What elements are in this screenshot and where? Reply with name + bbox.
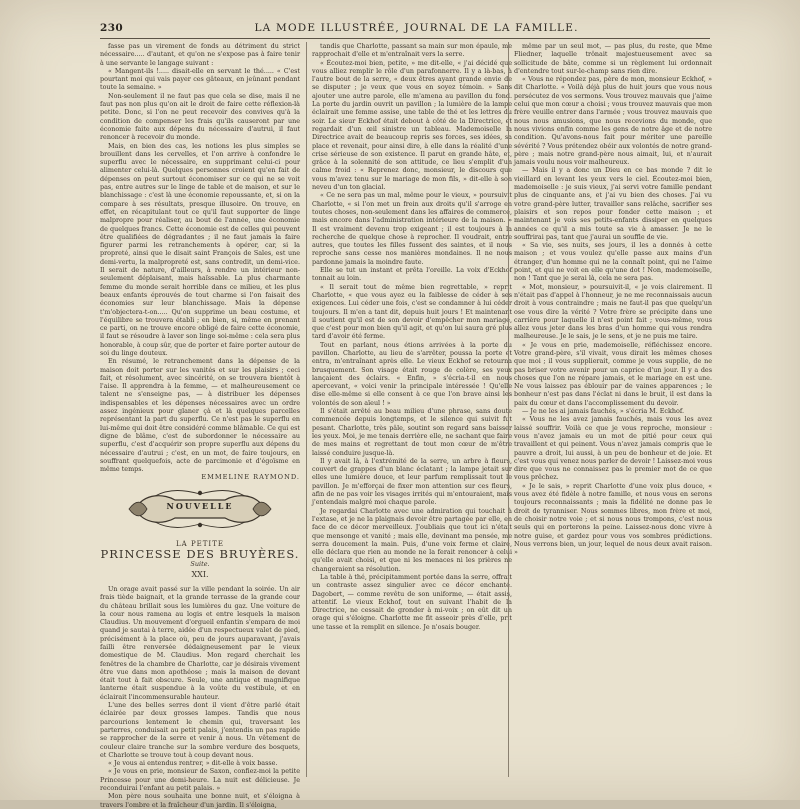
paragraph: « Sa vie, ses nuits, ses jours, il les a donnés à cette maison ; et vous voulez qu'elle passe aux mains d'un étranger, d'un homme qui ne la connaît point, qui ne l'aime point, et qui ne voit en elle qu'une dot ! Non, mademoiselle, non ! Tant que je serai là, cela ne sera pas. [514, 241, 712, 283]
paragraph: — Je ne les ai jamais fauchés, » s'écria M. Eckhof. [522, 407, 685, 416]
paragraph: même par un seul mot, — pas plus, du reste, que Mme Fliedner, laquelle trônait majestueusement avec sa sollicitude de bâte, comme si un règlement lui ordonnait d'entendre tout sur-le-champ sans rien dire. [514, 42, 712, 75]
paragraph: L'une des belles serres dont il vient d'être parlé était éclairée par deux grosses lampes. Tandis que nous parcourions lentement le chemin qui, traversant les parterres, conduisait au petit palais, j'entendis un pas rapide se rapprocher de la serre et venir à nous. Un vêtement de couleur claire tranche sur la sombre verdure des bosquets, et Charlotte se trouve tout à coup devant nous. [100, 701, 300, 759]
paragraph: Elle se tut un instant et prêta l'oreille. La voix d'Eckhof tonnait au loin. [312, 266, 512, 283]
paragraph: « Je vous en prie, monsieur de Saxon, confiez-moi la petite Princesse pour une demi-heure. La nuit est délicieuse. Je reconduirai l'enfant au petit palais. » [100, 767, 300, 793]
paragraph: Il s'était arrêté au beau milieu d'une phrase, sans doute commencée depuis longtemps, et le silence qui suivit fut pesant. Charlotte, très pâle, soutint son regard sans baisser les yeux. Moi, je me tenais derrière elle, ne sachant que faire de mes mains et regrettant de tout mon cœur de m'être laissé conduire jusque-là. [312, 407, 512, 457]
paragraph: « Écoutez-moi bien, petite, » me dit-elle, « j'ai décidé que vous alliez remplir le rôle d'un parafonnerre. Il y a là-bas, à l'autre bout de la serre, « deux êtres ayant grande envie de se disputer ; je veux que vous en soyez témoin. » Sans ajouter une autre parole, elle m'amena au pavillon du fond. La porte du jardin ouvrit un pavillon ; la lumière de la lampe éclairait une femme assise, une table de thé et les lettres du soir. Le sieur Eckhof était debout à côté de la Directrice, et regardait d'un œil sinistre un tableau. Mademoiselle la Directrice avait de beaucoup repris ses forces, ses idées, sa place et revenait, pour ainsi dire, à elle dans la réalité d'une crise sérieuse de son existence. Il parut en grande hâte, et, grâce à la solennité de son attitude, ce lieu s'emplit d'un calme froid : « Reprenez donc, monsieur, le discours que vous m'avez tenu sur le mariage de mon fils, » dit-elle à son neveu d'un ton glacial. [312, 58, 512, 192]
paragraph: « Mangent-ils !..... disait-elle en servant le thé..... « C'est pourtant moi qui vais payer ces gâteaux, en jeûnant pendant toute la semaine. » [100, 66, 300, 92]
story-heading [100, 540, 300, 579]
column-middle [312, 42, 512, 777]
story-suite: Suite. [190, 560, 210, 569]
author-signature: EMMELINE RAYMOND. [201, 473, 300, 482]
vignette-label: NOUVELLE [166, 500, 234, 511]
paragraph: « Ce ne sera pas un mal, même pour le vieux, » poursuivit Charlotte, « si l'on met un frein aux droits qu'il s'arroge en toutes choses, non-seulement dans les affaires de commerce, mais encore dans l'administration intérieure de la maison. » Il est vraiment devenu trop exigeant ; il est toujours à la recherche de quelque chose à reprocher. Il voudrait, entre autres, que toutes les filles fussent des saintes, et il nous reproche sans cesse nos manières mondaines. Il ne nous pardonne jamais la moindre faute. [312, 191, 512, 266]
column-left [100, 42, 300, 809]
paragraph: « Je vous ai entendus rentrer, » dit-elle à voix basse. [108, 759, 278, 768]
column-divider [508, 42, 509, 777]
paragraph: Il y avait là, à l'extrémité de la serre, un arbre à fleurs, couvert de grappes d'un blanc éclatant ; la lampe jetait sur elles une lumière douce, et leur parfum remplissait tout le pavillon. Je m'efforçai de fixer mon attention sur ces fleurs, afin de ne pas voir les visages irrités qui m'entouraient, mais j'entendais malgré moi chaque parole. [312, 456, 512, 507]
story-chapter: XXI. [191, 569, 209, 579]
paragraph: Un orage avait passé sur la ville pendant la soirée. Un air frais tiède baignait, et la grande terrasse de la grande cour du château brillait sous les lumières du gaz. Une voiture de la cour nous ramena au logis et entre lesquels la maison Claudius. Un mouvement d'orgueil enfantin s'empara de moi quand je sautai à terre, aidée d'un respectueux valet de pied, précisément à la place où, peu de jours auparavant, j'avais failli être renversée dédaigneusement par le vieux domestique de M. Claudius. Mon regard cherchait les fenêtres de la chambre de Charlotte, car je désirais vivement être vue dans mon apothéose ; mais la maison de devant était tout à fait obscure. Seule, une antique et magnifique lanterne était suspendue à la voûte du vestibule, et en éclairait l'incommensurable hauteur. [100, 584, 300, 701]
paragraph: « Vous ne répondez pas, père de mon, monsieur Eckhof, » dit Charlotte. « Voilà déjà plus de huit jours que vous nous persécutez de vos sermons. Vous trouvez mauvais que j'aime celui que mon cœur a choisi ; vous trouvez mauvais que mon frère veuille entrer dans l'armée ; vous trouvez mauvais que nous nous amusions, que nous recevions du monde, que nous vivions enfin comme les gens de notre âge et de notre condition. Qu'avons-nous fait pour mériter une pareille sévérité ? Vous prétendez obéir aux volontés de notre grand-père ; mais notre grand-père nous aimait, lui, et n'aurait jamais voulu nous voir malheureux. [514, 75, 712, 167]
paragraph: — Mais il y a donc un Dieu en ce bas monde ? dit le vieillard en levant les yeux vers le ciel. Écoutez-moi bien, mademoiselle : je suis vieux, j'ai servi votre famille pendant plus de cinquante ans, et j'ai vu bien des choses. J'ai vu votre grand-père lutter, travailler sans relâche, sacrifier ses plaisirs et son repos pour fonder cette maison ; et maintenant je vois ses petits-enfants dissiper en quelques années ce qu'il a mis toute sa vie à amasser. Je ne le souffrirai pas, tant que j'aurai un souffle de vie. [514, 166, 712, 241]
nouvelle-vignette [125, 488, 275, 530]
paragraph: Mon père nous souhaita une bonne nuit, et s'éloigna à travers l'ombre et la fraîcheur d'un jardin. Il s'éloigna, [100, 792, 300, 809]
column-right [514, 42, 712, 777]
paragraph: fasse pas un virement de fonds au détriment du strict nécessaire..... d'autant, et qu'on ne s'expose pas à faire tenir à une servante le langage suivant : [100, 42, 300, 67]
story-kicker: LA PETITE [176, 539, 224, 548]
paragraph: « Mot, monsieur, » poursuivit-il, « je vois clairement. Il n'était pas d'appel à l'honneur, je ne me reconnaissais aucun droit à vous contraindre ; mais ne faut-il pas que quelqu'un ose vous dire la vérité ? Votre frère se précipite dans une carrière pour laquelle il n'est point fait ; vous-même, vous allez vous jeter dans les bras d'un homme qui vous rendra malheureuse. Je le sais, je le sens, et je ne puis me taire. [514, 282, 712, 341]
page-number: 230 [100, 22, 124, 34]
paragraph: « Il serait tout de même bien regrettable, » reprit Charlotte, « que vous ayez eu la faiblesse de céder à ses exigences. Lui céder une fois, c'est se condamner à lui céder toujours. Il m'en a tant dit, depuis huit jours ! Et maintenant il soutient qu'il est de son devoir d'empêcher mon mariage, que c'est pour mon bien qu'il agit, et qu'on lui saura gré plus tard d'avoir été ferme. [312, 282, 512, 341]
paragraph: « Je vous en prie, mademoiselle, réfléchissez encore. Votre grand-père, s'il vivait, vous dirait les mêmes choses que moi ; il vous supplierait, comme je vous supplie, de ne pas briser votre avenir pour un caprice d'un jour. Il y a des choses que l'on ne répare jamais, et le mariage en est une. Ne vous laissez pas éblouir par de vaines apparences ; le bonheur n'est pas dans l'éclat ni dans le bruit, il est dans la paix du cœur et dans l'accomplissement du devoir. [514, 340, 712, 407]
paragraph: Non-seulement il ne faut pas que cela se dise, mais il ne faut pas non plus qu'on ait le droit de faire cette réflexion-là petite. Donc, si l'on ne peut recevoir des convives qu'à la condition de compenser les frais qu'ils causeront par une économie faite aux dépens du nécessaire d'autrui, il faut renoncer à recevoir du monde. [100, 91, 300, 142]
paragraph: Tout en parlant, nous étions arrivées à la porte du pavillon. Charlotte, au lieu de s'arrêter, poussa la porte et entra, m'entraînant après elle. Le vieux Eckhof se retourna brusquement. Son visage était rouge de colère, ses yeux lançaient des éclairs. « Enfin, » s'écria-t-il en nous apercevant, « voici venir la principale intéressée ! Qu'elle dise elle-même si elle consent à ce que l'on brave ainsi les volontés de son aïeul ! » [312, 340, 512, 407]
paragraph: « Vous ne les avez jamais fauchés, mais vous les avez laissé souffrir. Voilà ce que je vous reproche, monsieur : vous n'avez jamais eu un mot de pitié pour ceux qui travaillent et qui peinent. Vous n'avez jamais compris que le pauvre a droit, lui aussi, à un peu de bonheur et de joie. Et c'est vous qui venez nous parler de devoir ! Laissez-moi vous dire que vous ne connaissez pas le premier mot de ce que vous prêchez. [514, 415, 712, 482]
paragraph: « Je le sais, » reprit Charlotte d'une voix plus douce, « vous avez été fidèle à notre famille, et nous vous en serons toujours reconnaissants ; mais la fidélité ne donne pas le droit de tyranniser. Nous sommes libres, mon frère et moi, de choisir notre voie ; et si nous nous trompons, c'est nous seuls qui en porterons la peine. Laissez-nous donc vivre à notre guise, et gardez pour vous vos sombres prédictions. Nous verrons bien, un jour, lequel de nous deux avait raison. » [514, 481, 712, 557]
paragraph: tandis que Charlotte, passant sa main sur mon épaule, me rapprochait d'elle et m'entraînait vers la serre. [312, 42, 512, 59]
page-header [100, 22, 710, 36]
column-divider [306, 42, 307, 777]
paragraph: En résumé, le retranchement dans la dépense de la maison doit porter sur les vanités et sur les plaisirs ; ceci fait, et résolument, avec sincérité, on se trouvera bientôt à l'aise. Il apprendra à la femme, — et malheureusement ce talent ne s'enseigne pas, — à distribuer les dépenses indispensables et les dépenses nécessaires avec un ordre assez ingénieux pour glaner çà et là quelques parcelles représentant la part du superflu. Ce n'est pas le superflu en lui-même qui doit être considéré comme blâmable. Ce qui est digne de blâme, c'est de subordonner le nécessaire au superflu, c'est d'acquérir son propre superflu aux dépens du nécessaire d'autrui ; c'est, en un mot, de faire toujours, en souffrant quelquefois, acte de parcimonie et d'égoïsme en même temps. [100, 357, 300, 474]
paragraph: Je regardai Charlotte avec une admiration qui touchait à l'extase, et je ne la plaignais devoir être partagée par elle, en face de ce décor merveilleux. J'oubliais que tout ici n'était que mensonge et vanité ; mais elle, devinant ma pensée, me serra doucement la main. Puis, d'une voix ferme et claire, elle déclara que rien au monde ne la ferait renoncer à celui qu'elle avait choisi, et que ni les menaces ni les prières ne changeraient sa résolution. [312, 506, 512, 573]
paragraph: La table à thé, précipitamment portée dans la serre, offrait un contraste assez singulier avec ce décor enchanté. Dagobert, — comme revêtu de son uniforme, — était assis, attentif. Le vieux Eckhof, tout en suivant l'habit de la Directrice, ne cessait de gronder à mi-voix ; on eût dit un orage qui s'éloigne. Charlotte me fit asseoir près d'elle, prit une tasse et la remplit en silence. Je n'osais bouger. [312, 573, 512, 631]
story-title: PRINCESSE DES BRUYÈRES. [100, 547, 300, 562]
paragraph: Mais, en bien des cas, les notions les plus simples se brouillent dans les cervelles, et l'on arrive à confondre le superflu avec le nécessaire, en supprimant celui-ci pour alimenter celui-là. Quelques personnes croient qu'en fait de dépenses on peut surtout économiser sur ce qui ne se voit pas, entre autres sur le linge de table et de maison, et sur le blanchissage : c'est là une économie repoussante, et, si on la compare à ses résultats, presque illusoire. On trouve, en effet, en récapitulant tout ce qu'il faut supporter de linge malpropre pour réaliser, au bout de l'année, une économie de quelques francs. Cette économie est de celles qui peuvent être qualifiées de dégradantes ; il ne faut jamais la faire figurer parmi les retranchements à opérer, car, si la propreté, ainsi que le disait saint François de Sales, est une demi-vertu, la malpropreté est, sans contredit, un demi-vice. Il serait de nature, d'ailleurs, à rendre un intérieur non-seulement déplaisant, mais haïssable. La plus charmante femme du monde serait horrible dans ce milieu, et les plus beaux enfants éprouvés de tout charme si l'on faisait des économies sur leur blanchissage. Mais la dépense t'm'objectera-t-on..... Qu'on supprime un beau costume, et l'équilibre se trouvera établi ; en bien, si, même en prenant ce parti, on ne trouve encore obligé de faire cette économie, il faut se résoudre à laver son linge soi-même : cela sera plus honorable, à coup sûr, que de porter et faire porter autour de soi du linge douteux. [100, 141, 300, 357]
journal-title: LA MODE ILLUSTRÉE, JOURNAL DE LA FAMILLE. [254, 22, 579, 34]
header-rule [100, 38, 710, 39]
